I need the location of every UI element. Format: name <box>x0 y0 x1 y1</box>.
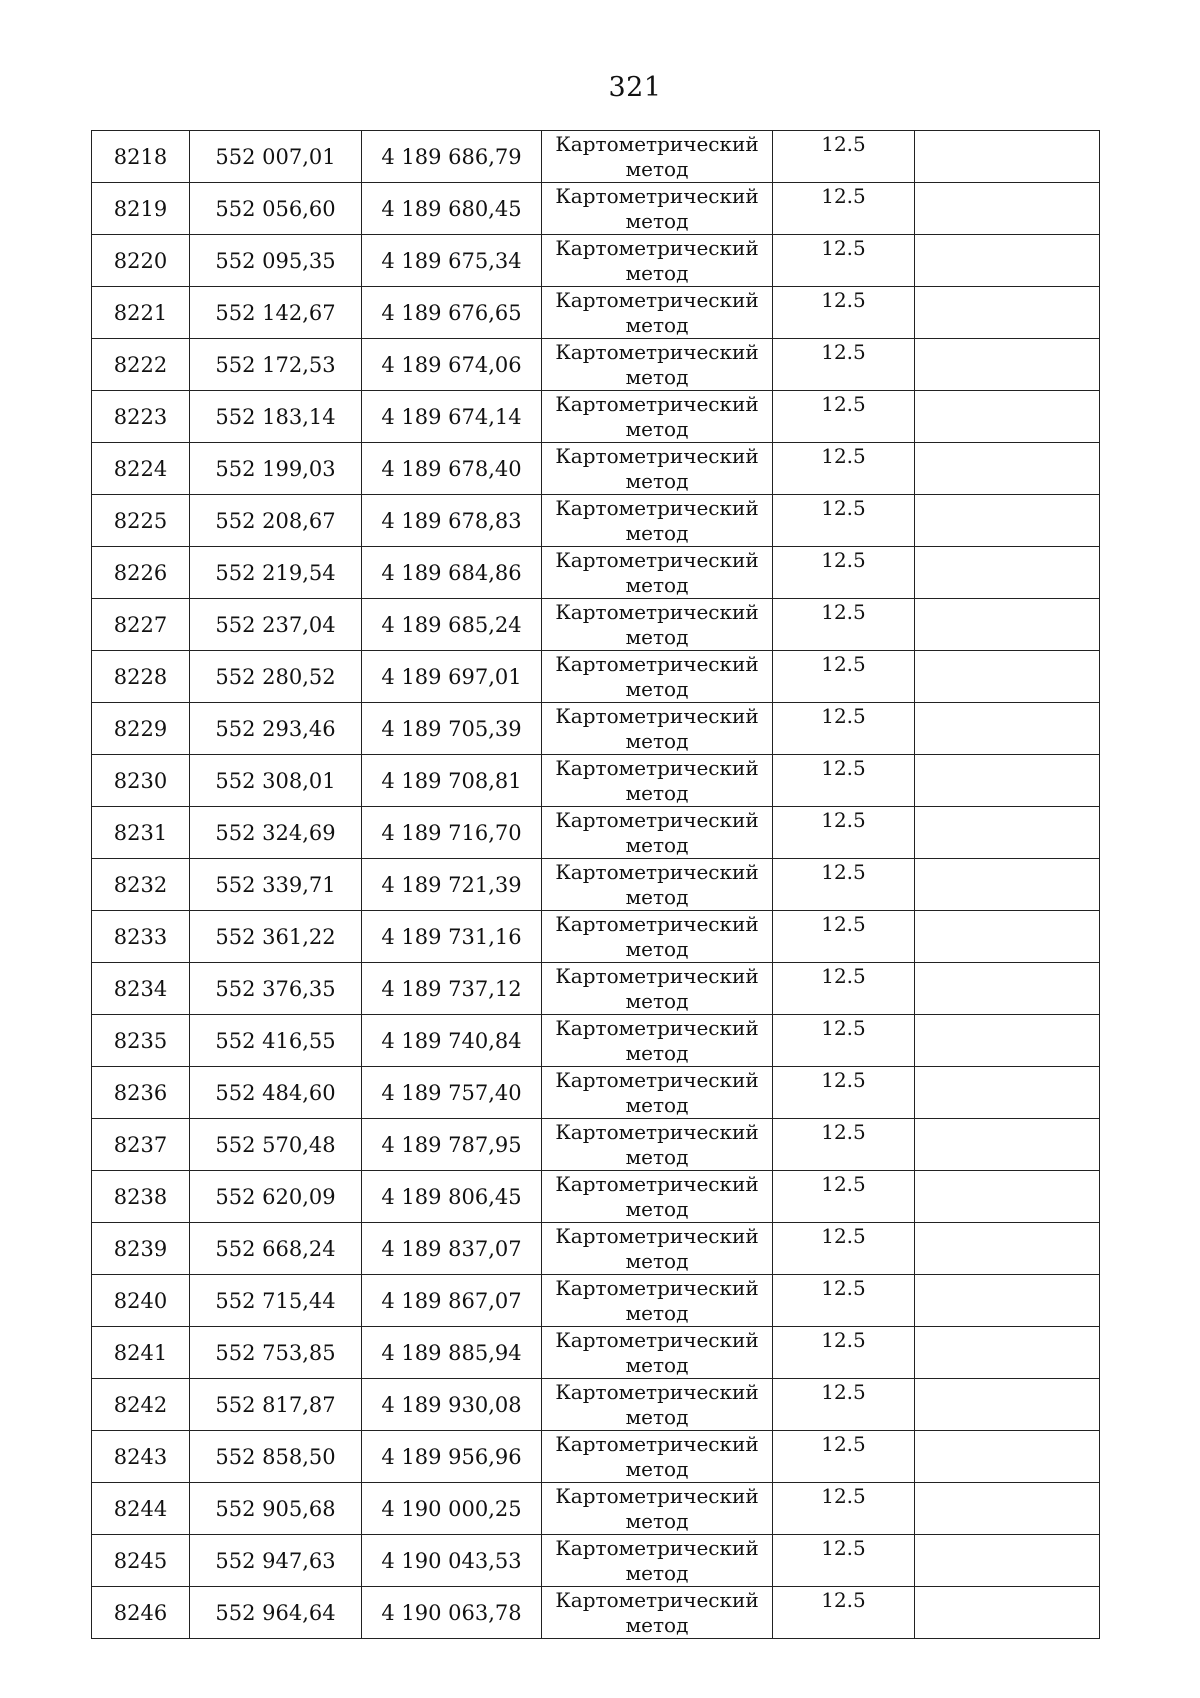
empty-cell <box>915 911 1100 963</box>
y-coordinate: 4 189 676,65 <box>362 287 542 339</box>
method-cell <box>542 1379 773 1431</box>
table-row <box>92 963 1100 1015</box>
empty-cell <box>915 1119 1100 1171</box>
x-coordinate: 552 142,67 <box>190 287 362 339</box>
point-number: 8232 <box>92 859 190 911</box>
precision-value: 12.5 <box>773 495 915 547</box>
method-cell <box>542 1275 773 1327</box>
point-number: 8227 <box>92 599 190 651</box>
empty-cell <box>915 963 1100 1015</box>
precision-value: 12.5 <box>773 755 915 807</box>
empty-cell <box>915 339 1100 391</box>
point-number: 8240 <box>92 1275 190 1327</box>
method-line-2: метод <box>625 365 689 389</box>
method-line-1: Картометрический <box>555 1432 759 1456</box>
method-line-2: метод <box>625 1093 689 1117</box>
precision-value: 12.5 <box>773 651 915 703</box>
precision-value: 12.5 <box>773 599 915 651</box>
precision-value: 12.5 <box>773 1535 915 1587</box>
method-line-2: метод <box>625 573 689 597</box>
method-cell <box>542 703 773 755</box>
method-line-1: Картометрический <box>555 444 759 468</box>
empty-cell <box>915 1171 1100 1223</box>
table-row <box>92 703 1100 755</box>
method-line-1: Картометрический <box>555 340 759 364</box>
x-coordinate: 552 183,14 <box>190 391 362 443</box>
x-coordinate: 552 715,44 <box>190 1275 362 1327</box>
method-line-1: Картометрический <box>555 184 759 208</box>
y-coordinate: 4 189 708,81 <box>362 755 542 807</box>
y-coordinate: 4 189 930,08 <box>362 1379 542 1431</box>
method-cell <box>542 131 773 183</box>
method-line-1: Картометрический <box>555 1380 759 1404</box>
method-line-1: Картометрический <box>555 1224 759 1248</box>
method-cell <box>542 911 773 963</box>
empty-cell <box>915 443 1100 495</box>
y-coordinate: 4 189 956,96 <box>362 1431 542 1483</box>
empty-cell <box>915 287 1100 339</box>
x-coordinate: 552 339,71 <box>190 859 362 911</box>
method-cell <box>542 807 773 859</box>
y-coordinate: 4 190 000,25 <box>362 1483 542 1535</box>
method-line-1: Картометрический <box>555 392 759 416</box>
precision-value: 12.5 <box>773 547 915 599</box>
table-row <box>92 859 1100 911</box>
point-number: 8221 <box>92 287 190 339</box>
y-coordinate: 4 189 867,07 <box>362 1275 542 1327</box>
x-coordinate: 552 308,01 <box>190 755 362 807</box>
method-cell <box>542 339 773 391</box>
method-line-1: Картометрический <box>555 860 759 884</box>
method-line-2: метод <box>625 1561 689 1585</box>
table-row <box>92 1171 1100 1223</box>
method-line-1: Картометрический <box>555 1276 759 1300</box>
table-row <box>92 287 1100 339</box>
point-number: 8238 <box>92 1171 190 1223</box>
method-line-1: Картометрический <box>555 600 759 624</box>
y-coordinate: 4 190 063,78 <box>362 1587 542 1639</box>
table-row <box>92 235 1100 287</box>
method-line-1: Картометрический <box>555 1068 759 1092</box>
method-cell <box>542 1067 773 1119</box>
empty-cell <box>915 1379 1100 1431</box>
method-line-1: Картометрический <box>555 1016 759 1040</box>
x-coordinate: 552 376,35 <box>190 963 362 1015</box>
point-number: 8219 <box>92 183 190 235</box>
method-cell <box>542 1587 773 1639</box>
method-cell <box>542 859 773 911</box>
y-coordinate: 4 189 740,84 <box>362 1015 542 1067</box>
x-coordinate: 552 095,35 <box>190 235 362 287</box>
table-row <box>92 1275 1100 1327</box>
coordinates-table <box>91 130 1100 1639</box>
method-line-2: метод <box>625 1041 689 1065</box>
x-coordinate: 552 905,68 <box>190 1483 362 1535</box>
y-coordinate: 4 189 731,16 <box>362 911 542 963</box>
y-coordinate: 4 189 757,40 <box>362 1067 542 1119</box>
empty-cell <box>915 131 1100 183</box>
method-line-1: Картометрический <box>555 1484 759 1508</box>
empty-cell <box>915 1327 1100 1379</box>
empty-cell <box>915 183 1100 235</box>
y-coordinate: 4 189 737,12 <box>362 963 542 1015</box>
table-row <box>92 495 1100 547</box>
empty-cell <box>915 755 1100 807</box>
y-coordinate: 4 189 675,34 <box>362 235 542 287</box>
point-number: 8228 <box>92 651 190 703</box>
table-row <box>92 807 1100 859</box>
point-number: 8218 <box>92 131 190 183</box>
y-coordinate: 4 189 680,45 <box>362 183 542 235</box>
empty-cell <box>915 547 1100 599</box>
x-coordinate: 552 219,54 <box>190 547 362 599</box>
method-line-2: метод <box>625 1613 689 1637</box>
empty-cell <box>915 495 1100 547</box>
precision-value: 12.5 <box>773 703 915 755</box>
method-line-2: метод <box>625 261 689 285</box>
table-row <box>92 651 1100 703</box>
table-row <box>92 1067 1100 1119</box>
method-line-2: метод <box>625 1197 689 1221</box>
point-number: 8242 <box>92 1379 190 1431</box>
method-cell <box>542 1431 773 1483</box>
method-line-1: Картометрический <box>555 704 759 728</box>
method-line-2: метод <box>625 677 689 701</box>
x-coordinate: 552 237,04 <box>190 599 362 651</box>
method-cell <box>542 755 773 807</box>
y-coordinate: 4 189 885,94 <box>362 1327 542 1379</box>
point-number: 8239 <box>92 1223 190 1275</box>
y-coordinate: 4 189 787,95 <box>362 1119 542 1171</box>
table-row <box>92 1483 1100 1535</box>
precision-value: 12.5 <box>773 391 915 443</box>
table-row <box>92 391 1100 443</box>
precision-value: 12.5 <box>773 1483 915 1535</box>
table-row <box>92 1327 1100 1379</box>
y-coordinate: 4 189 705,39 <box>362 703 542 755</box>
x-coordinate: 552 199,03 <box>190 443 362 495</box>
empty-cell <box>915 1587 1100 1639</box>
empty-cell <box>915 1275 1100 1327</box>
method-line-1: Картометрический <box>555 808 759 832</box>
method-cell <box>542 1327 773 1379</box>
point-number: 8230 <box>92 755 190 807</box>
precision-value: 12.5 <box>773 443 915 495</box>
method-line-1: Картометрический <box>555 548 759 572</box>
method-cell <box>542 443 773 495</box>
precision-value: 12.5 <box>773 807 915 859</box>
x-coordinate: 552 817,87 <box>190 1379 362 1431</box>
method-line-2: метод <box>625 1301 689 1325</box>
table-row <box>92 339 1100 391</box>
empty-cell <box>915 599 1100 651</box>
method-cell <box>542 1119 773 1171</box>
method-cell <box>542 1535 773 1587</box>
y-coordinate: 4 189 686,79 <box>362 131 542 183</box>
empty-cell <box>915 1431 1100 1483</box>
point-number: 8225 <box>92 495 190 547</box>
method-line-1: Картометрический <box>555 236 759 260</box>
point-number: 8220 <box>92 235 190 287</box>
point-number: 8241 <box>92 1327 190 1379</box>
coordinates-table-body <box>92 131 1100 1639</box>
y-coordinate: 4 189 685,24 <box>362 599 542 651</box>
method-line-2: метод <box>625 1353 689 1377</box>
table-row <box>92 547 1100 599</box>
point-number: 8236 <box>92 1067 190 1119</box>
precision-value: 12.5 <box>773 1015 915 1067</box>
precision-value: 12.5 <box>773 1275 915 1327</box>
point-number: 8245 <box>92 1535 190 1587</box>
x-coordinate: 552 964,64 <box>190 1587 362 1639</box>
method-line-1: Картометрический <box>555 1328 759 1352</box>
table-row <box>92 1119 1100 1171</box>
method-line-2: метод <box>625 937 689 961</box>
precision-value: 12.5 <box>773 1171 915 1223</box>
y-coordinate: 4 189 684,86 <box>362 547 542 599</box>
method-line-1: Картометрический <box>555 912 759 936</box>
x-coordinate: 552 620,09 <box>190 1171 362 1223</box>
empty-cell <box>915 391 1100 443</box>
table-row <box>92 131 1100 183</box>
x-coordinate: 552 858,50 <box>190 1431 362 1483</box>
page-number: 321 <box>608 72 662 103</box>
table-row <box>92 183 1100 235</box>
precision-value: 12.5 <box>773 963 915 1015</box>
method-cell <box>542 495 773 547</box>
method-line-2: метод <box>625 1249 689 1273</box>
x-coordinate: 552 947,63 <box>190 1535 362 1587</box>
x-coordinate: 552 293,46 <box>190 703 362 755</box>
point-number: 8243 <box>92 1431 190 1483</box>
method-line-2: метод <box>625 1145 689 1169</box>
x-coordinate: 552 007,01 <box>190 131 362 183</box>
point-number: 8235 <box>92 1015 190 1067</box>
table-row <box>92 1535 1100 1587</box>
point-number: 8233 <box>92 911 190 963</box>
empty-cell <box>915 1015 1100 1067</box>
x-coordinate: 552 484,60 <box>190 1067 362 1119</box>
precision-value: 12.5 <box>773 131 915 183</box>
method-line-2: метод <box>625 521 689 545</box>
method-line-2: метод <box>625 1457 689 1481</box>
point-number: 8229 <box>92 703 190 755</box>
precision-value: 12.5 <box>773 1327 915 1379</box>
method-cell <box>542 547 773 599</box>
method-line-2: метод <box>625 157 689 181</box>
precision-value: 12.5 <box>773 1223 915 1275</box>
method-line-1: Картометрический <box>555 1172 759 1196</box>
y-coordinate: 4 189 678,83 <box>362 495 542 547</box>
method-line-2: метод <box>625 417 689 441</box>
method-line-1: Картометрический <box>555 964 759 988</box>
method-cell <box>542 1015 773 1067</box>
method-cell <box>542 1171 773 1223</box>
method-line-1: Картометрический <box>555 1120 759 1144</box>
y-coordinate: 4 190 043,53 <box>362 1535 542 1587</box>
method-cell <box>542 599 773 651</box>
point-number: 8223 <box>92 391 190 443</box>
empty-cell <box>915 1483 1100 1535</box>
x-coordinate: 552 280,52 <box>190 651 362 703</box>
method-cell <box>542 391 773 443</box>
method-cell <box>542 963 773 1015</box>
y-coordinate: 4 189 674,14 <box>362 391 542 443</box>
method-line-2: метод <box>625 833 689 857</box>
table-row <box>92 911 1100 963</box>
empty-cell <box>915 859 1100 911</box>
method-line-2: метод <box>625 781 689 805</box>
precision-value: 12.5 <box>773 1431 915 1483</box>
x-coordinate: 552 668,24 <box>190 1223 362 1275</box>
method-cell <box>542 1483 773 1535</box>
method-line-2: метод <box>625 469 689 493</box>
table-row <box>92 443 1100 495</box>
method-line-1: Картометрический <box>555 132 759 156</box>
precision-value: 12.5 <box>773 1587 915 1639</box>
method-line-1: Картометрический <box>555 1536 759 1560</box>
table-row <box>92 1587 1100 1639</box>
precision-value: 12.5 <box>773 1067 915 1119</box>
empty-cell <box>915 1535 1100 1587</box>
x-coordinate: 552 570,48 <box>190 1119 362 1171</box>
x-coordinate: 552 172,53 <box>190 339 362 391</box>
point-number: 8231 <box>92 807 190 859</box>
precision-value: 12.5 <box>773 339 915 391</box>
method-line-2: метод <box>625 729 689 753</box>
y-coordinate: 4 189 837,07 <box>362 1223 542 1275</box>
point-number: 8237 <box>92 1119 190 1171</box>
method-cell <box>542 287 773 339</box>
method-line-2: метод <box>625 209 689 233</box>
table-row <box>92 755 1100 807</box>
x-coordinate: 552 361,22 <box>190 911 362 963</box>
point-number: 8244 <box>92 1483 190 1535</box>
table-row <box>92 1431 1100 1483</box>
y-coordinate: 4 189 806,45 <box>362 1171 542 1223</box>
empty-cell <box>915 235 1100 287</box>
method-line-2: метод <box>625 313 689 337</box>
empty-cell <box>915 807 1100 859</box>
y-coordinate: 4 189 697,01 <box>362 651 542 703</box>
empty-cell <box>915 1223 1100 1275</box>
method-line-1: Картометрический <box>555 288 759 312</box>
point-number: 8226 <box>92 547 190 599</box>
method-line-1: Картометрический <box>555 652 759 676</box>
precision-value: 12.5 <box>773 911 915 963</box>
empty-cell <box>915 1067 1100 1119</box>
method-line-1: Картометрический <box>555 756 759 780</box>
point-number: 8222 <box>92 339 190 391</box>
precision-value: 12.5 <box>773 1379 915 1431</box>
point-number: 8234 <box>92 963 190 1015</box>
x-coordinate: 552 416,55 <box>190 1015 362 1067</box>
table-row <box>92 1015 1100 1067</box>
precision-value: 12.5 <box>773 287 915 339</box>
precision-value: 12.5 <box>773 183 915 235</box>
method-line-1: Картометрический <box>555 1588 759 1612</box>
table-row <box>92 1379 1100 1431</box>
precision-value: 12.5 <box>773 1119 915 1171</box>
method-cell <box>542 1223 773 1275</box>
table-row <box>92 1223 1100 1275</box>
method-cell <box>542 651 773 703</box>
precision-value: 12.5 <box>773 859 915 911</box>
y-coordinate: 4 189 678,40 <box>362 443 542 495</box>
table-row <box>92 599 1100 651</box>
y-coordinate: 4 189 674,06 <box>362 339 542 391</box>
method-cell <box>542 183 773 235</box>
x-coordinate: 552 753,85 <box>190 1327 362 1379</box>
y-coordinate: 4 189 721,39 <box>362 859 542 911</box>
method-line-2: метод <box>625 1405 689 1429</box>
x-coordinate: 552 324,69 <box>190 807 362 859</box>
empty-cell <box>915 703 1100 755</box>
method-line-2: метод <box>625 989 689 1013</box>
method-cell <box>542 235 773 287</box>
y-coordinate: 4 189 716,70 <box>362 807 542 859</box>
x-coordinate: 552 056,60 <box>190 183 362 235</box>
method-line-2: метод <box>625 1509 689 1533</box>
method-line-2: метод <box>625 625 689 649</box>
method-line-1: Картометрический <box>555 496 759 520</box>
x-coordinate: 552 208,67 <box>190 495 362 547</box>
point-number: 8224 <box>92 443 190 495</box>
point-number: 8246 <box>92 1587 190 1639</box>
precision-value: 12.5 <box>773 235 915 287</box>
method-line-2: метод <box>625 885 689 909</box>
empty-cell <box>915 651 1100 703</box>
